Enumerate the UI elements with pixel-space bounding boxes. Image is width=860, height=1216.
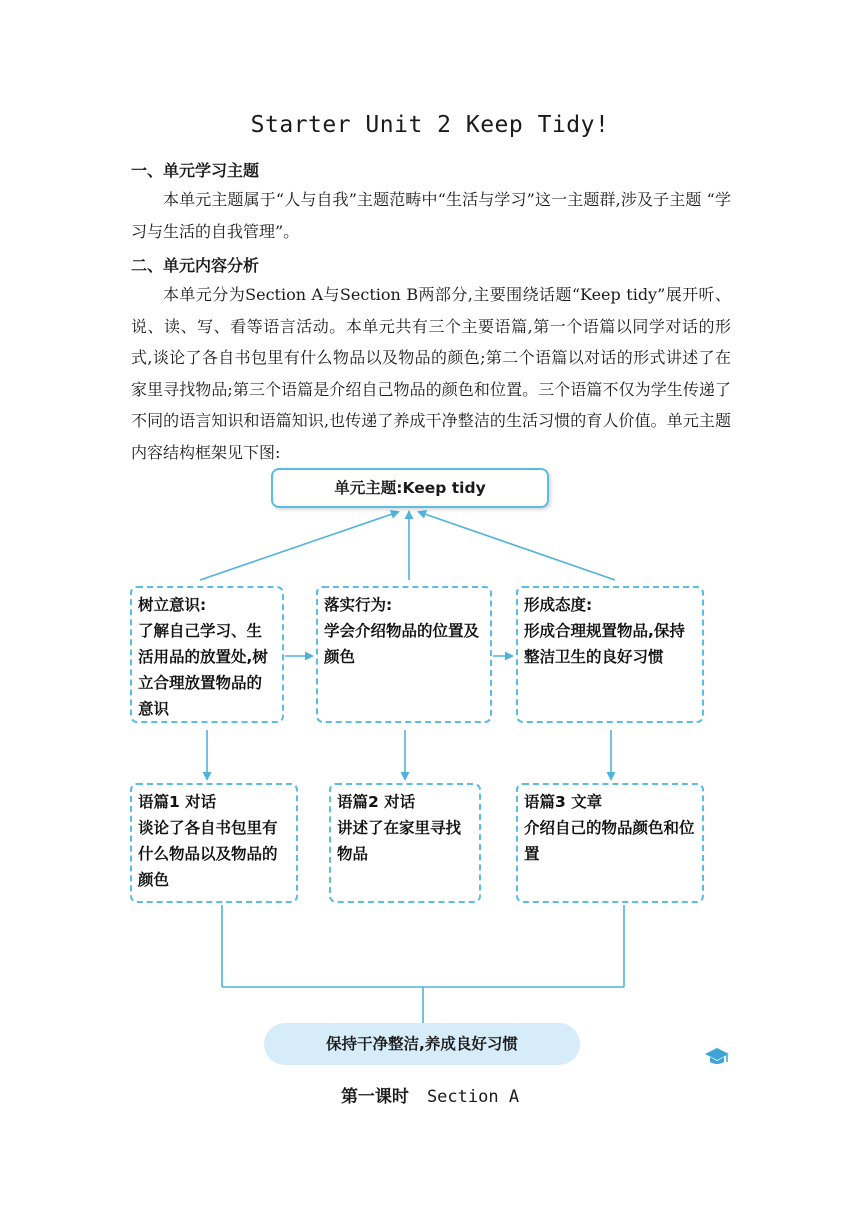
text3-head: 语篇3 文章 bbox=[524, 793, 603, 811]
page-title: Starter Unit 2 Keep Tidy! bbox=[250, 112, 610, 138]
text1-head: 语篇1 对话 bbox=[138, 793, 217, 811]
section-heading-theme: 一、单元学习主题 bbox=[131, 161, 260, 180]
awareness-box bbox=[130, 586, 284, 723]
awareness-body: 了解自己学习、生活用品的放置处,树立合理放置物品的意识 bbox=[138, 622, 268, 718]
behavior-body: 学会介绍物品的位置及颜色 bbox=[324, 622, 480, 666]
section-paragraph-analysis: 本单元分为Section A与Section B两部分,主要围绕话题“Keep tidy”展开听、说、读、写、看等语言活动。本单元共有三个主要语篇,第一个语篇以同学对话的形式,谈论了各自书包里有什么物品以及物品的颜色;第二个语篇以对话的形式讲述了在家里寻找物品;第三个语篇是介绍自己物品的颜色和位置。三个语篇不仅为学生传递了不同的语言知识和语篇知识,也传递了养成干净整洁的生活习惯的育人价值。单元主题内容结构框架见下图: bbox=[131, 285, 731, 462]
arrow-attitude-to-theme bbox=[419, 512, 615, 580]
lesson-label: 第一课时 bbox=[340, 1087, 409, 1107]
text2-head: 语篇2 对话 bbox=[337, 793, 416, 811]
awareness-head: 树立意识: bbox=[138, 596, 207, 614]
arrow-awareness-to-theme bbox=[200, 512, 398, 580]
section-heading-analysis: 二、单元内容分析 bbox=[131, 256, 260, 275]
attitude-head: 形成态度: bbox=[524, 596, 593, 614]
graduation-cap-icon bbox=[704, 1046, 730, 1068]
lesson-heading bbox=[0, 1082, 860, 1107]
habit-summary-pill: 保持干净整洁,养成良好习惯 bbox=[264, 1023, 580, 1065]
text1-box bbox=[130, 783, 298, 903]
lesson-section: Section A bbox=[426, 1087, 520, 1107]
section-paragraph-theme: 本单元主题属于“人与自我”主题范畴中“生活与学习”这一主题群,涉及子主题 “学习与生活的自我管理”。 bbox=[131, 190, 731, 241]
behavior-box bbox=[316, 586, 492, 723]
behavior-head: 落实行为: bbox=[324, 596, 393, 614]
text3-body: 介绍自己的物品颜色和位置 bbox=[524, 819, 695, 863]
text3-box bbox=[516, 783, 704, 903]
text1-body: 谈论了各自书包里有什么物品以及物品的颜色 bbox=[138, 819, 278, 889]
unit-theme-box: 单元主题:Keep tidy bbox=[271, 468, 549, 508]
text2-box bbox=[329, 783, 481, 903]
text2-body: 讲述了在家里寻找物品 bbox=[337, 819, 462, 863]
attitude-box bbox=[516, 586, 704, 723]
attitude-body: 形成合理规置物品,保持整洁卫生的良好习惯 bbox=[524, 622, 685, 666]
